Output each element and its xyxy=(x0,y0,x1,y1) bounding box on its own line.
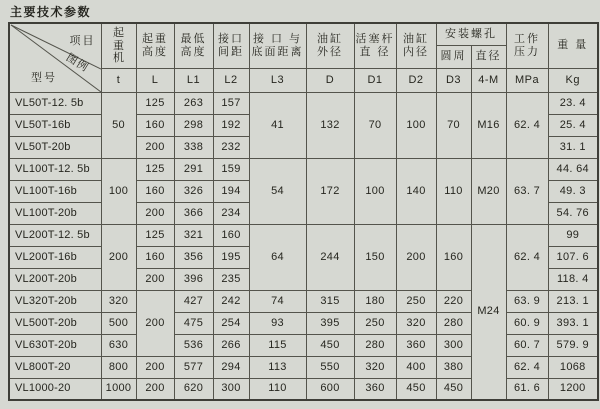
value-cell: 172 xyxy=(306,158,354,224)
value-cell: 393. 1 xyxy=(548,312,598,334)
model-cell: VL1000-20 xyxy=(9,378,101,400)
model-cell: VL50T-12. 5b xyxy=(9,92,101,114)
value-cell: 115 xyxy=(249,334,306,356)
value-cell: 60. 9 xyxy=(506,312,548,334)
value-cell: 577 xyxy=(174,356,213,378)
model-cell: VL50T-20b xyxy=(9,136,101,158)
unit-port-to-bottom: L3 xyxy=(249,68,306,92)
header-line: 工作 xyxy=(514,32,540,45)
value-cell: 180 xyxy=(354,290,396,312)
value-cell: 140 xyxy=(396,158,436,224)
col-header-crane xyxy=(101,23,136,68)
unit-weight: Kg xyxy=(548,68,598,92)
unit-crane: t xyxy=(101,68,136,92)
header-line: 重 xyxy=(113,39,124,52)
header-line: 接 口 与 xyxy=(252,32,303,45)
value-cell: 250 xyxy=(354,312,396,334)
value-cell: 125 xyxy=(136,92,174,114)
header-line: 直径 xyxy=(475,50,502,62)
value-cell: 1000 xyxy=(101,378,136,400)
value-cell: 54 xyxy=(249,158,306,224)
header-line: 起 xyxy=(113,27,124,39)
value-cell: 110 xyxy=(249,378,306,400)
value-cell: 320 xyxy=(354,356,396,378)
value-cell: 107. 6 xyxy=(548,246,598,268)
header-line: 起重 xyxy=(142,32,168,45)
col-header-cyl-od xyxy=(306,23,354,68)
value-cell: 600 xyxy=(306,378,354,400)
value-cell: 100 xyxy=(354,158,396,224)
header-line: 高度 xyxy=(180,45,207,58)
header-line: 高度 xyxy=(142,45,168,58)
model-cell: VL630T-20b xyxy=(9,334,101,356)
value-cell: 160 xyxy=(136,180,174,202)
value-cell: M16 xyxy=(471,92,506,158)
value-cell: 64 xyxy=(249,224,306,290)
model-cell: VL200T-12. 5b xyxy=(9,224,101,246)
value-cell: 110 xyxy=(436,158,471,224)
col-header-work-pressure xyxy=(506,23,548,68)
value-cell: 579. 9 xyxy=(548,334,598,356)
col-header-mount-screw-group xyxy=(436,23,506,45)
model-cell: VL100T-12. 5b xyxy=(9,158,101,180)
value-cell: 395 xyxy=(306,312,354,334)
header-line: 圆周 xyxy=(440,50,467,62)
header-line: 直 径 xyxy=(359,45,391,58)
value-cell: 125 xyxy=(136,224,174,246)
value-cell: 70 xyxy=(354,92,396,158)
value-cell: 93 xyxy=(249,312,306,334)
header-line: 油缸 xyxy=(317,32,343,45)
value-cell: 244 xyxy=(306,224,354,290)
value-cell: 294 xyxy=(213,356,249,378)
value-cell: 160 xyxy=(136,114,174,136)
value-cell: 200 xyxy=(136,268,174,290)
value-cell: 254 xyxy=(213,312,249,334)
model-cell: VL100T-20b xyxy=(9,202,101,224)
value-cell: 338 xyxy=(174,136,213,158)
col-header-port-spacing xyxy=(213,23,249,68)
model-cell: VL500T-20b xyxy=(9,312,101,334)
value-cell: 132 xyxy=(306,92,354,158)
table-row xyxy=(9,378,598,400)
value-cell: 200 xyxy=(136,356,174,378)
value-cell: 62. 4 xyxy=(506,224,548,290)
model-cell: VL800T-20 xyxy=(9,356,101,378)
value-cell: 450 xyxy=(396,378,436,400)
unit-cyl-od: D xyxy=(306,68,354,92)
header-line: 接口 xyxy=(218,32,244,45)
value-cell: 50 xyxy=(101,92,136,158)
header-line: 内径 xyxy=(403,45,429,58)
value-cell: 300 xyxy=(213,378,249,400)
table-row xyxy=(9,92,598,114)
value-cell: 298 xyxy=(174,114,213,136)
col-header-screw-circle xyxy=(436,45,471,68)
value-cell: 200 xyxy=(101,224,136,290)
value-cell: 396 xyxy=(174,268,213,290)
header-line: 活塞杆 xyxy=(355,32,395,45)
value-cell: 321 xyxy=(174,224,213,246)
value-cell: 25. 4 xyxy=(548,114,598,136)
unit-lift-height: L xyxy=(136,68,174,92)
value-cell: M24 xyxy=(471,224,506,400)
value-cell: 366 xyxy=(174,202,213,224)
value-cell: 63. 9 xyxy=(506,290,548,312)
unit-port-spacing: L2 xyxy=(213,68,249,92)
value-cell: 54. 76 xyxy=(548,202,598,224)
value-cell: 630 xyxy=(101,334,136,356)
header-line: 底面距离 xyxy=(251,45,304,58)
value-cell: 536 xyxy=(174,334,213,356)
model-cell: VL200T-20b xyxy=(9,268,101,290)
value-cell: 320 xyxy=(396,312,436,334)
value-cell: 118. 4 xyxy=(548,268,598,290)
value-cell: 450 xyxy=(306,334,354,356)
value-cell: 200 xyxy=(136,378,174,400)
unit-work-pressure: MPa xyxy=(506,68,548,92)
value-cell: 62. 4 xyxy=(506,356,548,378)
value-cell: 160 xyxy=(136,246,174,268)
value-cell: 250 xyxy=(396,290,436,312)
value-cell: 195 xyxy=(213,246,249,268)
page-title: 主要技术参数 xyxy=(10,5,92,19)
value-cell: 157 xyxy=(213,92,249,114)
value-cell: 200 xyxy=(136,202,174,224)
col-header-port-to-bottom xyxy=(249,23,306,68)
value-cell: 1200 xyxy=(548,378,598,400)
table-row xyxy=(9,224,598,246)
value-cell: 159 xyxy=(213,158,249,180)
value-cell: 61. 6 xyxy=(506,378,548,400)
value-cell: 31. 1 xyxy=(548,136,598,158)
value-cell: 113 xyxy=(249,356,306,378)
value-cell: 360 xyxy=(396,334,436,356)
value-cell: 263 xyxy=(174,92,213,114)
unit-screw-circle: D3 xyxy=(436,68,471,92)
value-cell: 800 xyxy=(101,356,136,378)
value-cell: 150 xyxy=(354,224,396,290)
header-line: 油缸 xyxy=(403,32,429,45)
value-cell: 450 xyxy=(436,378,471,400)
value-cell: 100 xyxy=(101,158,136,224)
value-cell: 356 xyxy=(174,246,213,268)
value-cell: 200 xyxy=(136,290,174,356)
value-cell: 326 xyxy=(174,180,213,202)
value-cell: 194 xyxy=(213,180,249,202)
header-line: 压力 xyxy=(514,45,540,58)
model-cell: VL200T-16b xyxy=(9,246,101,268)
header-line: 最低 xyxy=(180,32,207,45)
col-header-weight xyxy=(548,23,598,68)
value-cell: 380 xyxy=(436,356,471,378)
value-cell: 291 xyxy=(174,158,213,180)
col-header-min-height xyxy=(174,23,213,68)
value-cell: 49. 3 xyxy=(548,180,598,202)
value-cell: 500 xyxy=(101,312,136,334)
diagonal-label-model: 型号 xyxy=(31,71,57,84)
value-cell: 160 xyxy=(436,224,471,290)
header-row-labels xyxy=(9,23,598,45)
unit-screw-dia: 4-M xyxy=(471,68,506,92)
model-cell: VL100T-16b xyxy=(9,180,101,202)
unit-cyl-id: D2 xyxy=(396,68,436,92)
value-cell: 280 xyxy=(436,312,471,334)
spec-table xyxy=(8,22,599,401)
value-cell: 220 xyxy=(436,290,471,312)
table-row xyxy=(9,158,598,180)
value-cell: 192 xyxy=(213,114,249,136)
diagonal-label-item: 项目 xyxy=(69,35,96,47)
value-cell: 44. 64 xyxy=(548,158,598,180)
value-cell: 160 xyxy=(213,224,249,246)
value-cell: 550 xyxy=(306,356,354,378)
value-cell: 1068 xyxy=(548,356,598,378)
value-cell: 280 xyxy=(354,334,396,356)
value-cell: 125 xyxy=(136,158,174,180)
value-cell: 266 xyxy=(213,334,249,356)
value-cell: 400 xyxy=(396,356,436,378)
table-row xyxy=(9,290,598,312)
header-line: 外径 xyxy=(317,45,343,58)
value-cell: 100 xyxy=(396,92,436,158)
value-cell: 60. 7 xyxy=(506,334,548,356)
model-cell: VL50T-16b xyxy=(9,114,101,136)
value-cell: 234 xyxy=(213,202,249,224)
header-line: 安装螺孔 xyxy=(445,27,497,40)
value-cell: 63. 7 xyxy=(506,158,548,224)
value-cell: M20 xyxy=(471,158,506,224)
value-cell: 99 xyxy=(548,224,598,246)
table-row xyxy=(9,356,598,378)
col-header-cyl-id xyxy=(396,23,436,68)
unit-min-height: L1 xyxy=(174,68,213,92)
col-header-lift-height xyxy=(136,23,174,68)
value-cell: 41 xyxy=(249,92,306,158)
value-cell: 213. 1 xyxy=(548,290,598,312)
value-cell: 475 xyxy=(174,312,213,334)
value-cell: 23. 4 xyxy=(548,92,598,114)
value-cell: 232 xyxy=(213,136,249,158)
value-cell: 235 xyxy=(213,268,249,290)
diagonal-label-legend: 图例 xyxy=(63,51,91,75)
value-cell: 300 xyxy=(436,334,471,356)
table-row xyxy=(9,312,598,334)
diagonal-header-cell xyxy=(9,23,101,92)
value-cell: 62. 4 xyxy=(506,92,548,158)
model-cell: VL320T-20b xyxy=(9,290,101,312)
col-header-piston-rod xyxy=(354,23,396,68)
value-cell: 315 xyxy=(306,290,354,312)
value-cell: 620 xyxy=(174,378,213,400)
value-cell: 200 xyxy=(136,136,174,158)
value-cell: 427 xyxy=(174,290,213,312)
header-line: 机 xyxy=(113,52,124,64)
table-row xyxy=(9,334,598,356)
header-line: 重 量 xyxy=(557,39,589,52)
value-cell: 200 xyxy=(396,224,436,290)
value-cell: 74 xyxy=(249,290,306,312)
unit-piston-rod: D1 xyxy=(354,68,396,92)
value-cell: 320 xyxy=(101,290,136,312)
value-cell: 242 xyxy=(213,290,249,312)
value-cell: 360 xyxy=(354,378,396,400)
table-body xyxy=(9,92,598,400)
value-cell: 70 xyxy=(436,92,471,158)
header-line: 间距 xyxy=(218,45,244,58)
col-header-screw-dia xyxy=(471,45,506,68)
